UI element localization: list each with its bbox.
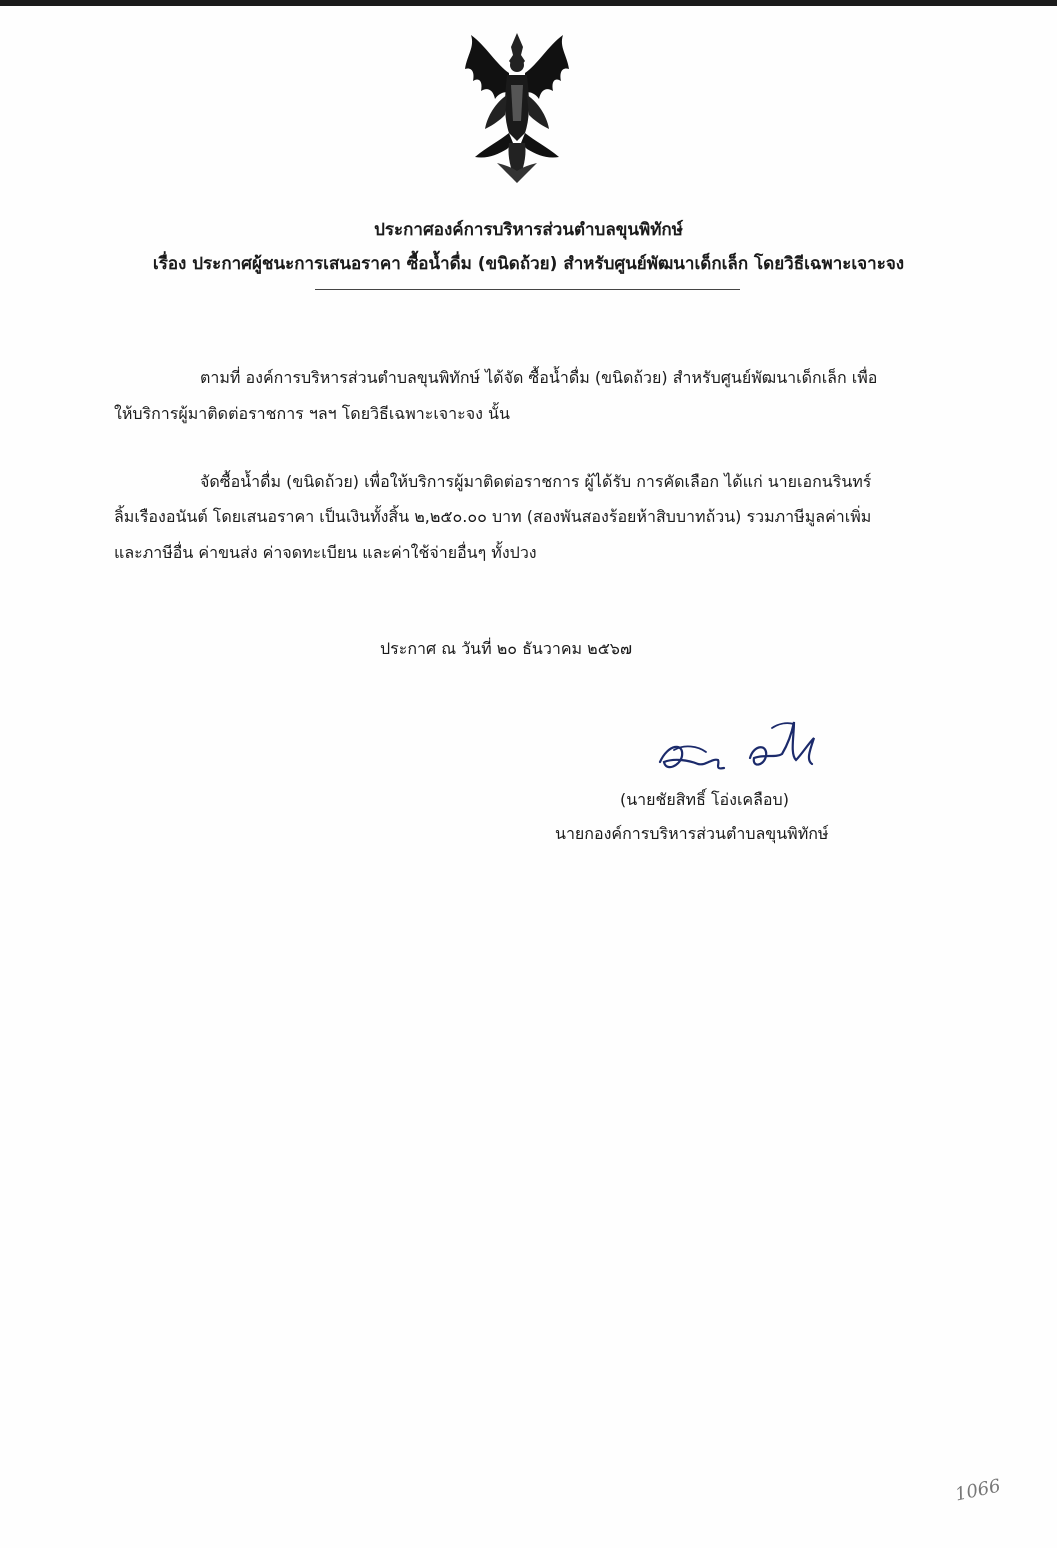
announcement-subject: เรื่อง ประกาศผู้ชนะการเสนอราคา ซื้อน้ำดื่ม (ขนิดถ้วย) สำหรับศูนย์พัฒนาเด็กเล็ก โดยวิธีเฉพาะเจาะจง bbox=[152, 254, 905, 274]
paragraph-1-line-1: ตามที่ องค์การบริหารส่วนตำบลขุนพิทักษ์ ได้จัด ซื้อน้ำดื่ม (ขนิดถ้วย) สำหรับศูนย์พัฒนาเด็กเล็ก เพื่อ bbox=[200, 368, 878, 387]
handwritten-signature-icon bbox=[654, 714, 824, 784]
handwritten-page-number: 1066 bbox=[953, 1475, 1003, 1506]
garuda-emblem-icon bbox=[457, 25, 577, 190]
signatory-position: นายกองค์การบริหารส่วนตำบลขุนพิทักษ์ bbox=[555, 824, 829, 843]
paragraph-1-line-2: ให้บริการผู้มาติดต่อราชการ ฯลฯ โดยวิธีเฉพาะเจาะจง นั้น bbox=[114, 404, 510, 423]
paragraph-2-line-1: จัดซื้อน้ำดื่ม (ขนิดถ้วย) เพื่อให้บริการผู้มาติดต่อราชการ ผู้ได้รับ การคัดเลือก ได้แก่ นายเอกนรินทร์ bbox=[200, 472, 872, 491]
scan-top-edge bbox=[0, 0, 1057, 6]
title-divider bbox=[315, 289, 740, 290]
paragraph-2-line-2: ลิ้มเรืองอนันต์ โดยเสนอราคา เป็นเงินทั้งสิ้น ๒,๒๕๐.๐๐ บาท (สองพันสองร้อยห้าสิบบาทถ้วน) รวมภาษีมูลค่าเพิ่ม bbox=[114, 507, 872, 526]
signatory-name: (นายชัยสิทธิ์ โอ่งเคลือบ) bbox=[620, 790, 789, 809]
announcement-date: ประกาศ ณ วันที่ ๒๐ ธันวาคม ๒๕๖๗ bbox=[380, 639, 632, 658]
announcement-title: ประกาศองค์การบริหารส่วนตำบลขุนพิทักษ์ bbox=[374, 220, 683, 240]
paragraph-2-line-3: และภาษีอื่น ค่าขนส่ง ค่าจดทะเบียน และค่าใช้จ่ายอื่นๆ ทั้งปวง bbox=[114, 543, 537, 562]
